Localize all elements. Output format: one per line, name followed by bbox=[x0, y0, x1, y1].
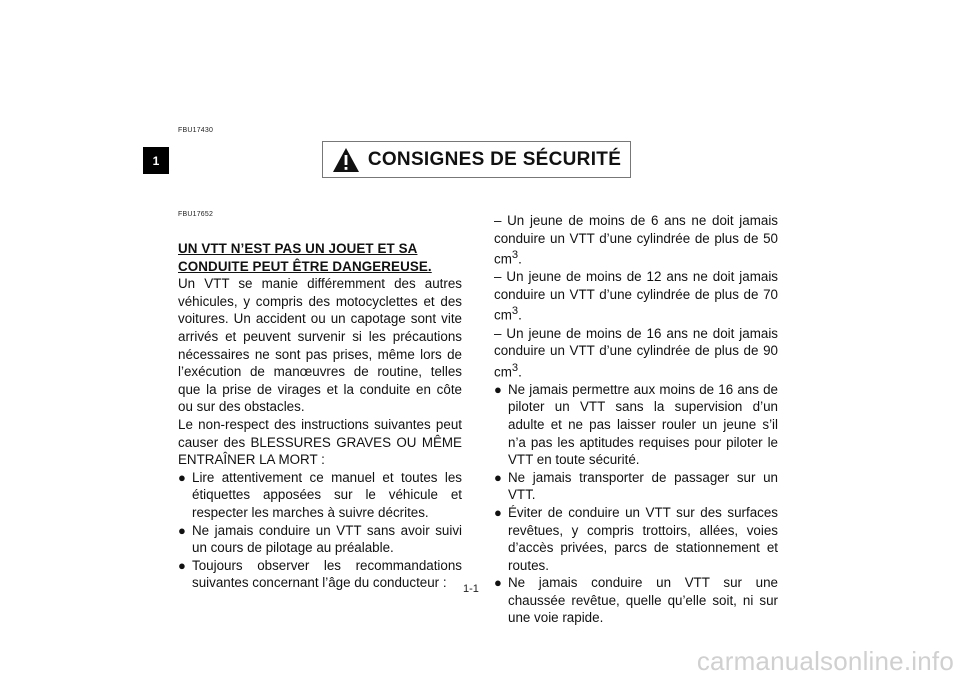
age-rule: – Un jeune de moins de 12 ans ne doit jamais conduire un VTT d’une cylindrée de plus de 70 $cm^3$. bbox=[494, 269, 778, 323]
list-item: ● Ne jamais conduire un VTT sur une chaussée revêtue, quelle qu’elle soit, ni sur une voie rapide. bbox=[494, 575, 778, 626]
section-heading: UN VTT N’EST PAS UN JOUET ET SA CONDUITE PEUT ÊTRE DANGEREUSE. bbox=[178, 241, 432, 274]
paragraph: Un VTT se manie différemment des autres véhicules, y compris des motocyclettes et des voitures. Un accident ou un capotage sont vite arrivés et peuvent survenir si les précautions nécessaires ne sont pas prises, même lors de l’exécution de manœuvres de routine, telles que la prise de virages et la conduite en côte ou sur des obstacles. bbox=[178, 276, 462, 415]
list-item: ● Ne jamais permettre aux moins de 16 ans de piloter un VTT sans la supervision d’un adulte et ne pas laisser rouler un jeune s’il n’a pas les aptitudes requises pour piloter le VTT en toute sécurité. bbox=[494, 381, 778, 468]
watermark: carmanualsonline.info bbox=[696, 646, 954, 676]
age-rule: – Un jeune de moins de 16 ans ne doit jamais conduire un VTT d’une cylindrée de plus de 90 $cm^3$. bbox=[494, 325, 778, 380]
list-item: ● Lire attentivement ce manuel et toutes les étiquettes apposées sur le véhicule et respecter les marches à suivre décrites. bbox=[178, 469, 462, 520]
list-item: ● Ne jamais conduire un VTT sans avoir suivi un cours de pilotage au préalable. bbox=[178, 522, 462, 556]
bullet-icon: ● bbox=[494, 469, 502, 485]
page-title: CONSIGNES DE SÉCURITÉ bbox=[367, 148, 622, 170]
bullet-icon: ● bbox=[178, 469, 186, 485]
bullet-icon: ● bbox=[494, 381, 502, 397]
section-code: FBU17430 bbox=[178, 127, 214, 134]
paragraph: Le non-respect des instructions suivantes peut causer des BLESSURES GRAVES OU MÊME ENTRAÎNER LA MORT : bbox=[178, 416, 462, 468]
bullet-icon: ● bbox=[178, 522, 186, 538]
list-item: ● Éviter de conduire un VTT sur des surfaces revêtues, y compris trottoirs, allées, voies d’accès privées, parcs de stationnement et routes. bbox=[494, 504, 778, 573]
left-column bbox=[178, 240, 462, 592]
page-number: 1-1 bbox=[463, 583, 479, 595]
list-item: ● Ne jamais transporter de passager sur un VTT. bbox=[494, 469, 778, 503]
list-item: ● Toujours observer les recommandations suivantes concernant l’âge du conducteur : bbox=[178, 557, 462, 591]
section-code: FBU17652 bbox=[178, 211, 214, 218]
title-box bbox=[322, 141, 631, 178]
bullet-icon: ● bbox=[494, 575, 502, 591]
right-column bbox=[494, 212, 778, 627]
bullet-icon: ● bbox=[178, 557, 186, 573]
bullet-icon: ● bbox=[494, 504, 502, 520]
age-rule: – Un jeune de moins de 6 ans ne doit jamais conduire un VTT d’une cylindrée de plus de 50 $cm^3$. bbox=[494, 213, 778, 267]
warning-icon bbox=[332, 147, 360, 173]
chapter-tab: 1 bbox=[143, 147, 169, 174]
